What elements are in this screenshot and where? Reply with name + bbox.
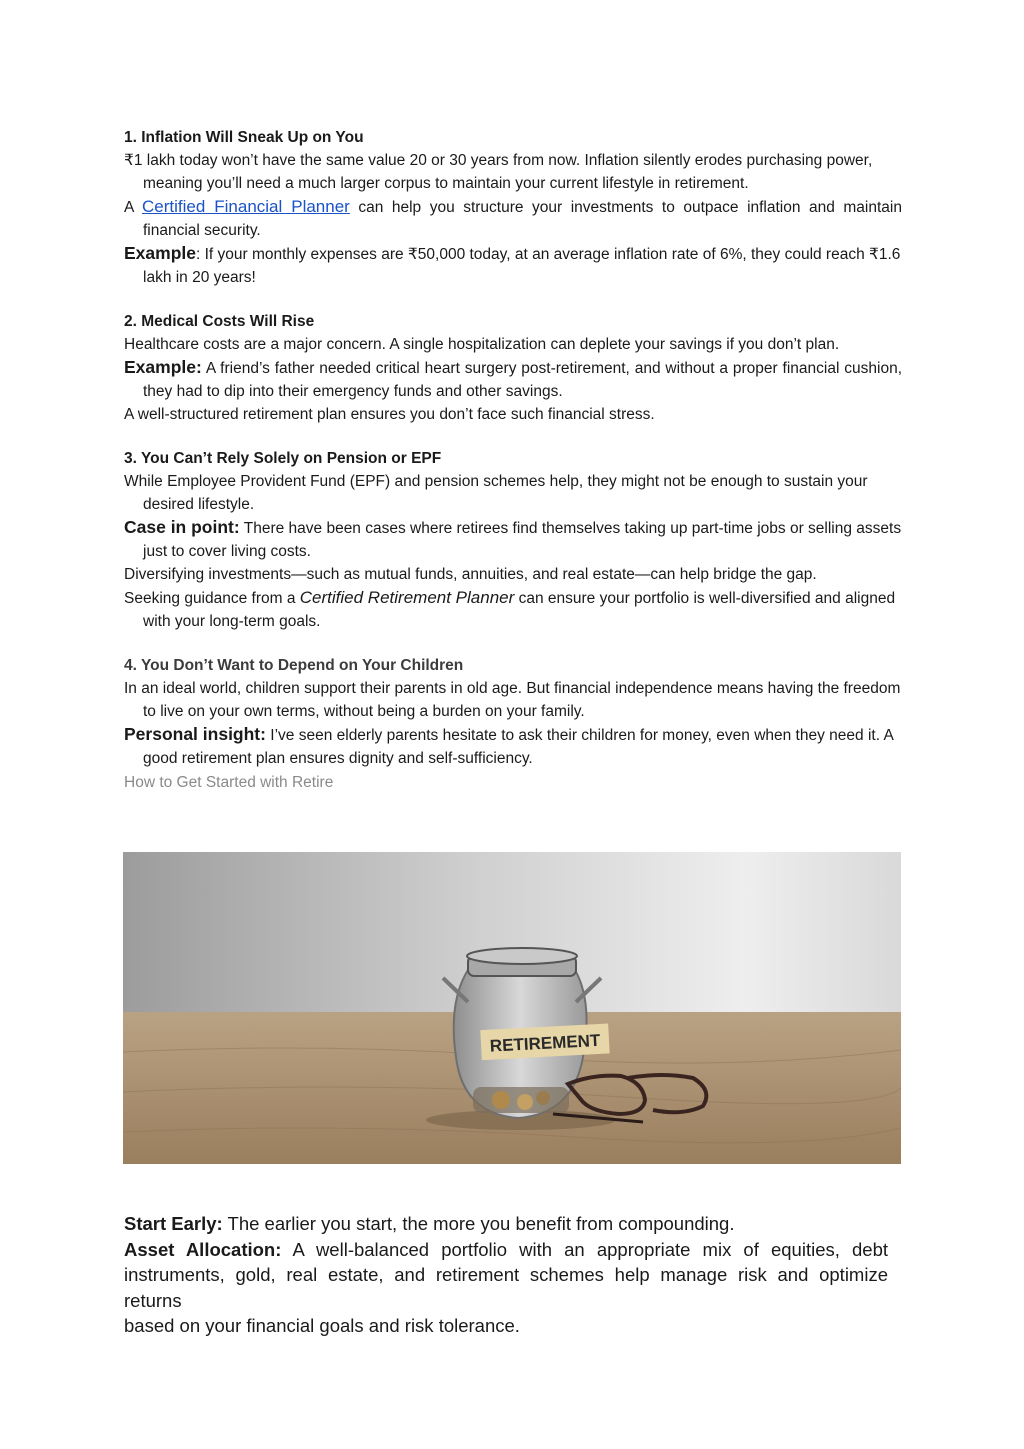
inflation-example [124,242,902,289]
section-heading-pension: 3. You Can’t Rely Solely on Pension or EPF [124,450,442,467]
insight-label: Personal insight: [124,724,266,744]
certified-retirement-planner: Certified Retirement Planner [299,588,515,607]
guidance-prefix: Seeking guidance from a [124,590,296,607]
pension-paragraph: While Employee Provident Fund (EPF) and pension schemes help, they might not be enough to sustain your desired lifestyle. [124,473,868,513]
certified-financial-planner-link[interactable]: Certified Financial Planner [142,197,350,216]
start-early-text: The earlier you start, the more you benefit from compounding. [227,1213,735,1234]
case-in-point [124,516,902,563]
section-heading-inflation: 1. Inflation Will Sneak Up on You [124,129,364,146]
clipped-heading: How to Get Started with Retire [124,774,334,791]
personal-insight [124,723,902,770]
retirement-jar-photo [123,852,901,1164]
guidance-suffix: can ensure your portfolio is well-diversified and aligned with your long-term goals. [143,590,896,630]
example-text: A friend’s father needed critical heart surgery post-retirement, and without a proper financial cushion, they had to dip into their emergency funds and other savings. [143,360,903,400]
asset-allocation-continued: based on your financial goals and risk tolerance. [124,1315,520,1336]
case-text: There have been cases where retirees find themselves taking up part-time jobs or selling assets just to cover living costs. [143,520,902,560]
example-label: Example [124,243,196,263]
document-body [124,127,903,791]
section-heading-children: 4. You Don’t Want to Depend on Your Children [124,657,464,674]
jar-label-text: RETIREMENT [489,1030,601,1056]
start-early-item [124,1211,888,1237]
example-text: : If your monthly expenses are ₹50,000 today, at an average inflation rate of 6%, they could reach ₹1.6 lakh in 20 years! [143,246,901,286]
insight-text: I’ve seen elderly parents hesitate to ask their children for money, even when they need it. A good retirement plan ensures dignity and self-sufficiency. [143,727,893,767]
medical-conclusion: A well-structured retirement plan ensures you don’t face such financial stress. [124,406,655,423]
planner-suffix: can help you structure your investments to outpace inflation and maintain financial security. [143,199,902,239]
retirement-jar-illustration [123,852,901,1164]
medical-example [124,356,902,403]
asset-allocation-text: A well-balanced portfolio with an appropriate mix of equities, debt instruments, gold, real estate, and retirement schemes help manage risk and optimize returns [124,1238,889,1311]
case-label: Case in point: [124,517,240,537]
medical-paragraph: Healthcare costs are a major concern. A single hospitalization can deplete your savings if you don’t plan. [124,336,840,353]
inflation-paragraph: ₹1 lakh today won’t have the same value 20 or 30 years from now. Inflation silently erodes purchasing power, meaning you’ll need a much larger corpus to maintain your current lifestyle in retirement. [124,152,873,192]
planner-paragraph [124,195,902,242]
retirement-planner-paragraph [124,586,902,633]
getting-started-list [124,1211,888,1339]
diversify-paragraph: Diversifying investments—such as mutual funds, annuities, and real estate—can help bridge the gap. [124,566,817,583]
start-early-label: Start Early: [124,1213,223,1234]
asset-allocation-item [124,1237,888,1314]
asset-allocation-label: Asset Allocation: [124,1238,282,1260]
planner-prefix: A [124,199,134,216]
example-label: Example: [124,357,202,377]
section-heading-medical: 2. Medical Costs Will Rise [124,313,315,330]
children-paragraph: In an ideal world, children support their parents in old age. But financial independence means having the freedom to live on your own terms, without being a burden on your family. [124,680,901,720]
